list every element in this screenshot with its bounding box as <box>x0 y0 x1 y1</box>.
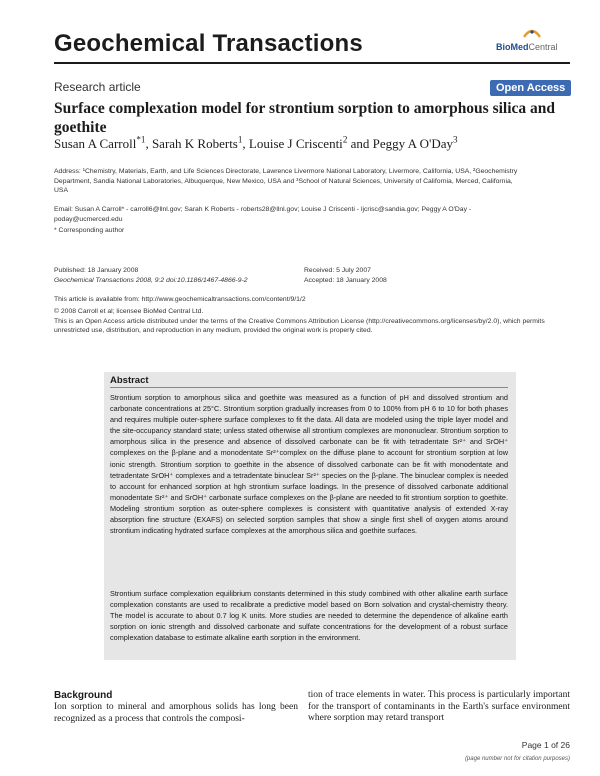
published-date: Published: 18 January 2008 <box>54 267 139 274</box>
header-rule <box>54 62 570 64</box>
author-separator: , <box>242 136 249 151</box>
background-column-1: Ion sorption to mineral and amorphous solids has long been recognized as a process that controls the composi- <box>54 702 298 724</box>
license-text: This is an Open Access article distributed under the terms of the Creative Commons Attribution License (http://creativecommons.org/licenses/by/2.0), which permits unrestricted use, distribution, and reproduction in any medium, provided the original work is properly cited. <box>54 317 545 334</box>
author-affiliation-mark: 3 <box>452 134 458 145</box>
author-name: Sarah K Roberts <box>151 136 238 151</box>
author-name: Peggy A O'Day <box>372 136 453 151</box>
page-number-note: (page number not for citation purposes) <box>464 756 570 762</box>
background-column-2: tion of trace elements in water. This process is particularly important for the transport of contaminants in the Earth's surface environment where sorption may retard transport <box>308 690 570 724</box>
corresponding-author-note: * Corresponding author <box>54 227 125 234</box>
author-affiliation-mark: *1 <box>136 134 146 145</box>
author-affiliation-mark: 2 <box>342 134 348 145</box>
author-name: Susan A Carroll <box>54 136 137 151</box>
logo-mark-icon <box>522 28 542 38</box>
received-date: Received: 5 July 2007 <box>304 267 371 274</box>
biomed-central-logo <box>496 28 568 52</box>
article-url[interactable]: This article is available from: http://www.geochemicaltransactions.com/content/9/1/2 <box>54 296 306 303</box>
page-number: Page 1 of 26 <box>521 740 570 750</box>
abstract-rule <box>110 387 508 388</box>
journal-title: Geochemical Transactions <box>54 30 363 57</box>
author-emails: Email: Susan A Carroll* - carroll6@llnl.gov; Sarah K Roberts - roberts28@llnl.gov; Louise J Criscenti - ljcrisc@sandia.gov; Peggy A O'Day - poday@ucmerced.edu <box>54 206 472 223</box>
article-type: Research article <box>54 80 141 94</box>
author-separator: and <box>347 136 373 151</box>
citation: Geochemical Transactions 2008, 9:2 doi:10.1186/1467-4866-9-2 <box>54 277 248 284</box>
background-heading: Background <box>54 690 113 701</box>
abstract-paragraph-1: Strontium sorption to amorphous silica and goethite was measured as a function of pH and dissolved strontium and carbonate concentrations at 25°C. Strontium sorption gradually increases from 0 to 100% from pH 6 to 10 for both phases and requires multiple outer-sphere surface complexes to fit the data. All data are modeled using the triple layer model and the site-occupancy standard state; unless stated otherwise all strontium complexes are mononuclear. Strontium sorption to amorphous silica in the presence and absence of dissolved carbonate can be fit with tetradentate Sr²⁺ and SrOH⁺ complexes on the β-plane and a monodentate Sr²⁺complex on the diffuse plane to account for strontium sorption at low ionic strength. Strontium sorption to goethite in the absence of dissolved carbonate can be fit with monodentate and tetradentate SrOH⁺ complexes and a tetradentate binuclear Sr²⁺ species on the β-plane. The binuclear complex is needed to account for enhanced sorption at hgh strontium surface loadings. In the presence of dissolved carbonate additional monodentate Sr²⁺ and SrOH⁺ carbonate surface complexes on the β-plane are needed to fit strontium sorption to goethite. Modeling strontium sorption as outer-sphere complexes is consistent with quantitative analysis of extended X-ray absorption fine structure (EXAFS) on selected sorption samples that show a single first shell of oxygen atoms around strontium indicating hydrated surface complexes at the amorphous silica and goethite surfaces. <box>110 393 508 536</box>
publication-info <box>54 266 574 286</box>
paper-title: Surface complexation model for strontium sorption to amorphous silica and goethite <box>54 100 556 136</box>
abstract-paragraph-2: Strontium surface complexation equilibrium constants determined in this study combined with other alkaline earth surface complexation constants are used to recalibrate a predictive model based on Born solvation and crystal-chemistry theory. The model is accurate to about 0.7 log K units. More studies are needed to determine the dependence of alkaline earth sorption on ionic strength and dissolved carbonate and sulfate concentrations for the development of a robust surface complexation database to estimate alkaline earth sorption in the environment. <box>110 589 508 643</box>
author-affiliation-mark: 1 <box>237 134 243 145</box>
copyright-line: © 2008 Carroll et al; licensee BioMed Central Ltd. <box>54 308 204 315</box>
logo-text: BioMedCentral <box>496 42 558 52</box>
abstract-heading: Abstract <box>110 375 149 386</box>
accepted-date: Accepted: 18 January 2008 <box>304 277 387 284</box>
author-addresses: Address: ¹Chemistry, Materials, Earth, and Life Sciences Directorate, Lawrence Livermore National Laboratory, Livermore, California, USA, ²Geochemistry Department, Sandia National Laboratories, Albuquerque, New Mexico, USA and ³School of Natural Sciences, University of California, Merced, California, USA <box>54 168 518 194</box>
copyright-block <box>54 307 566 336</box>
author-name: Louise J Criscenti <box>248 136 343 151</box>
open-access-badge: Open Access <box>490 80 571 96</box>
author-list <box>54 136 570 152</box>
author-separator: , <box>145 136 152 151</box>
